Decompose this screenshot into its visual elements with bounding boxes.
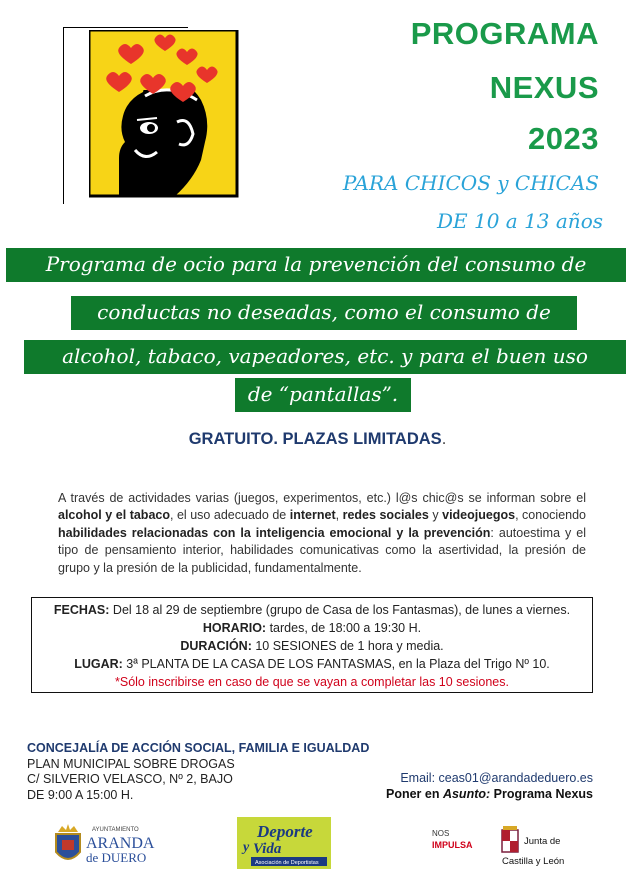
castilla-leon-shield [502, 826, 518, 852]
contact-address: C/ SILVERIO VELASCO, Nº 2, BAJO [27, 772, 233, 786]
info-label: LUGAR: [74, 657, 123, 671]
contact-plan: PLAN MUNICIPAL SOBRE DROGAS [27, 756, 235, 771]
deporte-y: y [243, 840, 250, 855]
deporte-vida: Vida [253, 841, 282, 857]
description-text: , [335, 508, 343, 523]
description-bold: internet [289, 508, 336, 523]
description-bold: redes sociales [342, 508, 429, 523]
description-text: , el uso adecuado de [169, 508, 290, 523]
banner-line-4: de “pantallas”. [235, 378, 411, 412]
junta-2: Castilla y León [502, 856, 565, 867]
description-bold: habilidades relacionadas con la inteligencia emocional y la prevención [58, 525, 491, 540]
banner-line-1: Programa de ocio para la prevención del consumo de [6, 248, 626, 282]
contact-block [27, 741, 369, 803]
subject-prefix: Poner en [385, 787, 443, 801]
info-value: tardes, de 18:00 a 19:30 H. [266, 621, 422, 635]
banner-line-3: alcohol, tabaco, vapeadores, etc. y para el buen uso [24, 340, 626, 374]
title-nexus: NEXUS [489, 70, 599, 105]
nos-text: NOS [432, 829, 450, 838]
impulsa-text: IMPULSA [432, 840, 473, 850]
info-note: *Sólo inscribirse en caso de que se vayan a completar las 10 sesiones. [115, 675, 509, 689]
description-bold: alcohol y el tabaco [58, 508, 170, 523]
deporte-sub: Asociación de Deportistas [255, 860, 319, 866]
info-value: 3ª PLANTA DE LA CASA DE LOS FANTASMAS, en la Plaza del Trigo Nº 10. [122, 657, 550, 671]
audience-line-2: DE 10 a 13 años [437, 209, 603, 233]
info-duracion [32, 637, 592, 655]
free-label-text: GRATUITO. PLAZAS LIMITADAS [188, 430, 442, 448]
description-text: y [428, 508, 443, 523]
aranda-name2: de DUERO [86, 850, 147, 865]
aranda-logo [54, 822, 156, 868]
contact-hours: DE 9:00 A 15:00 H. [27, 787, 134, 802]
banner-line-2: conductas no deseadas, como el consumo de [71, 296, 577, 330]
info-lugar [32, 655, 592, 673]
junta-logo [500, 824, 584, 868]
nos-impulsa-logo [430, 826, 490, 856]
description-bold: videojuegos [442, 508, 516, 523]
deporte-y-vida-logo [237, 817, 331, 869]
info-label: DURACIÓN: [180, 639, 252, 653]
deporte-main: Deporte [257, 822, 313, 841]
title-year: 2023 [528, 121, 599, 156]
description-paragraph [58, 490, 586, 577]
free-label-dot: . [441, 430, 447, 448]
info-value: 10 SESIONES de 1 hora y media. [251, 639, 444, 653]
aranda-name1: ARANDA [86, 835, 155, 852]
subject-italic: Asunto: [442, 787, 491, 801]
info-label: FECHAS: [53, 603, 110, 617]
contact-email[interactable]: Email: ceas01@arandadeduero.es [400, 771, 593, 785]
contact-subject [386, 787, 593, 801]
description-text: : autoestima y el tipo de pensamiento interior, habilidades comunicativas como la asertividad, la presión de grupo y la presión de la publicidad, fundamentalmente. [58, 525, 586, 575]
description-text: , conociendo [515, 508, 586, 523]
head-hearts-logo [89, 30, 239, 198]
free-label [0, 430, 635, 449]
aranda-top: AYUNTAMIENTO [92, 827, 139, 833]
contact-org: CONCEJALÍA DE ACCIÓN SOCIAL, FAMILIA E IGUALDAD [27, 741, 370, 755]
info-horario [32, 619, 592, 637]
junta-1: Junta de [524, 836, 561, 847]
title-programa: PROGRAMA [410, 16, 599, 51]
info-fechas [32, 601, 592, 619]
info-value: Del 18 al 29 de septiembre (grupo de Casa de los Fantasmas), de lunes a viernes. [109, 603, 571, 617]
audience-line-1: PARA CHICOS y CHICAS [342, 171, 599, 195]
subject-suffix: Programa Nexus [490, 787, 593, 801]
info-label: HORARIO: [202, 621, 267, 635]
description-text: A través de actividades varias (juegos, experimentos, etc.) l@s chic@s se informan sobre el [58, 491, 586, 505]
aranda-coat-of-arms [56, 824, 80, 859]
info-box [31, 597, 593, 693]
